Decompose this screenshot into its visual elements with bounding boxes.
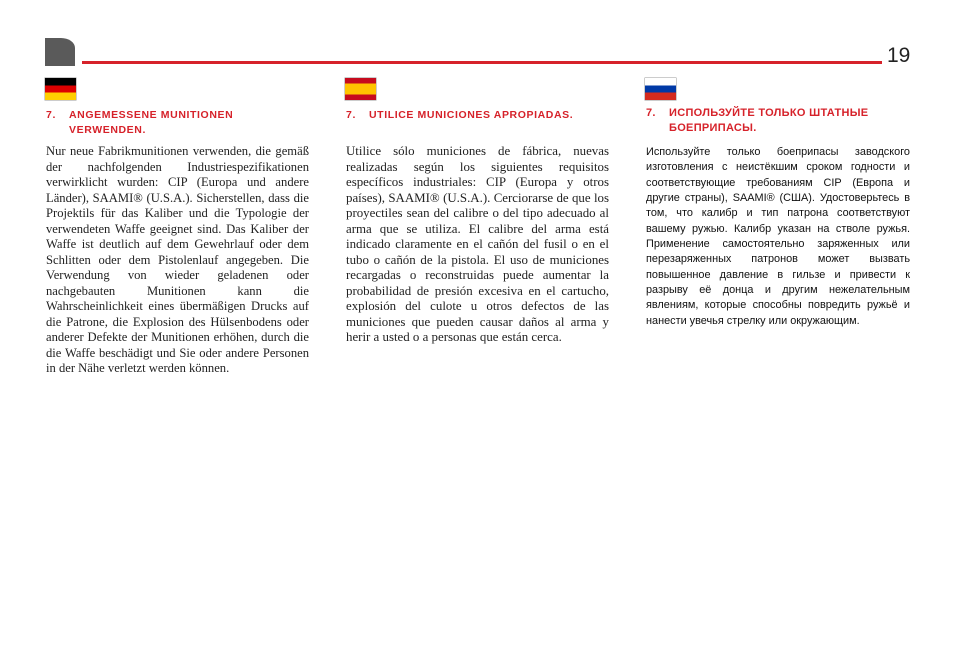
body-text-ru: Используйте только боеприпасы заводского изготовления с неистёкшим сроком годности и соответствующие требованиям CIP (Европа и другие страны), SAAMI® (США). Удостоверьтесь в том, что калибр и тип патрона соответствуют вашему ружью. Калибр указан на стволе ружья. Применение самостоятельно заряженных или перезаряженных патронов может вызвать повышенное давление в гильзе и привести к разрыву её донца и другим нежелательным явлениям, которые способны повредить ружьё и нанести увечья стрелку или окружающим. [646, 146, 910, 327]
german-flag-icon [45, 78, 76, 100]
heading-number: 7. [46, 109, 56, 121]
spanish-flag-icon [345, 78, 376, 100]
heading-number: 7. [346, 109, 356, 121]
header-rule [82, 61, 882, 64]
section-heading-de [46, 108, 310, 138]
section-heading-ru [646, 106, 911, 136]
brand-logo-icon [45, 38, 75, 66]
section-heading-es [346, 108, 610, 123]
heading-number: 7. [646, 107, 656, 119]
russian-flag-icon [645, 78, 676, 100]
body-text-es: Utilice sólo municiones de fábrica, nuevas realizadas según los siguientes requisitos específicos industriales: CIP (Europa y otros países), SAAMI® (U.S.A.). Cerciorarse de que los proyectiles sean del calibre o del tipo adecuado al arma que se utiliza. El calibre del arma está indicado claramente en el cañón del fusil o en el tubo o cañón de la pistola. El uso de municiones recargadas o reconstruidas puede aumentar la probabilidad de presión excesiva en el cartucho, explosión del culote u otros defectos de las municiones que pueden causar daños al arma y herir a usted o a personas que están cerca. [346, 144, 609, 344]
heading-text: UTILICE MUNICIONES APROPIADAS. [369, 109, 574, 121]
heading-text: ИСПОЛЬЗУЙТЕ ТОЛЬКО ШТАТНЫЕ БОЕПРИПАСЫ. [669, 107, 869, 134]
page-number: 19 [887, 44, 911, 67]
heading-text: ANGEMESSENE MUNITIONEN VERWENDEN. [69, 109, 234, 136]
body-text-de: Nur neue Fabrikmunitionen verwenden, die gemäß der nachfolgenden Industriespezifikationen verwirklicht wurden: CIP (Europa und andere Länder), SAAMI® (U.S.A.). Sicherstellen, dass die Projektils für das Kaliber und die Typologie der verwendeten Waffe geeignet sind. Das Kaliber der Waffe ist deutlich auf dem Gewehrlauf oder dem Schlitten oder dem Pistolenlauf angegeben. Die Verwendung von wieder geladenen oder nachgebauten Munitionen kann die Wahrscheinlichkeit eines übermäßigen Drucks auf die Patrone, die Explosion des Hülsenbodens oder anderer Defekte der Munitionen erhöhen, durch die die Waffe beschädigt und Sie oder andere Personen in der Nähe verletzt werden können. [46, 144, 309, 375]
